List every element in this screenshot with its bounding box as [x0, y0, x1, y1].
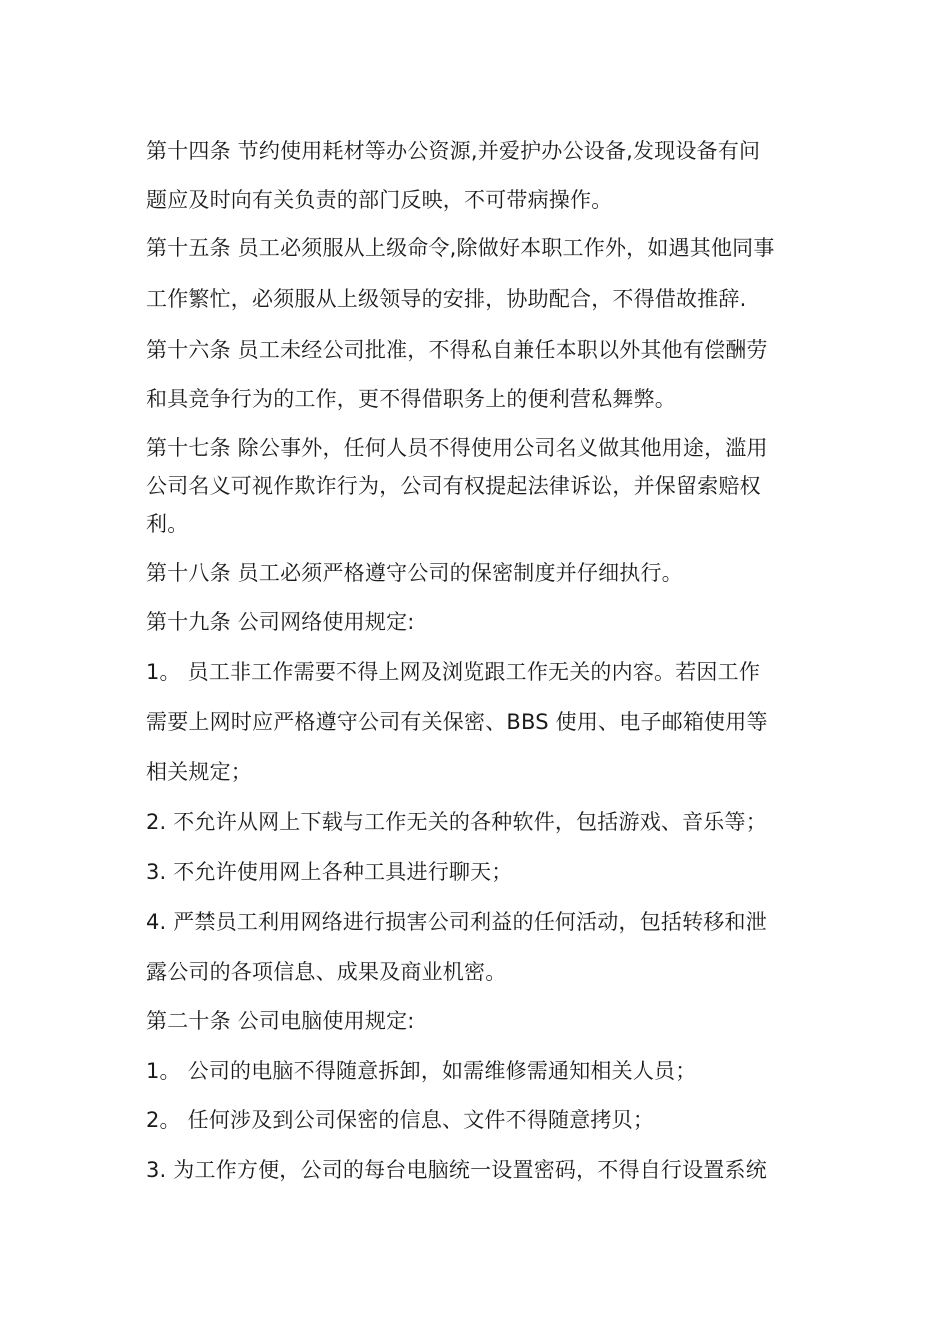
text-line: 第十七条 除公事外，任何人员不得使用公司名义做其他用途，滥用	[146, 436, 768, 460]
text-line: 2。 任何涉及到公司保密的信息、文件不得随意拷贝；	[146, 1108, 655, 1132]
text-line: 2. 不允许从网上下载与工作无关的各种软件，包括游戏、音乐等；	[146, 810, 767, 834]
text-line: 第十八条 员工必须严格遵守公司的保密制度并仔细执行。	[146, 561, 683, 585]
text-line: 第十九条 公司网络使用规定:	[146, 610, 415, 634]
text-line: 第十四条 节约使用耗材等办公资源,并爱护办公设备,发现设备有问	[146, 139, 761, 163]
text-line: 和具竞争行为的工作，更不得借职务上的便利营私舞弊。	[146, 387, 676, 411]
text-line: 第十六条 员工未经公司批准，不得私自兼任本职以外其他有偿酬劳	[146, 338, 768, 362]
text-line: 公司名义可视作欺诈行为，公司有权提起法律诉讼，并保留索赔权	[146, 474, 761, 498]
text-line: 3. 为工作方便，公司的每台电脑统一设置密码，不得自行设置系统	[146, 1158, 767, 1182]
text-line: 露公司的各项信息、成果及商业机密。	[146, 960, 507, 984]
text-line: 相关规定；	[146, 760, 252, 784]
text-line: 3. 不允许使用网上各种工具进行聊天；	[146, 860, 513, 884]
text-line: 题应及时向有关负责的部门反映，不可带病操作。	[146, 188, 613, 212]
text-line: 第二十条 公司电脑使用规定:	[146, 1009, 415, 1033]
text-line: 工作繁忙，必须服从上级领导的安排，协助配合，不得借故推辞.	[146, 287, 747, 311]
text-line: 利。	[146, 512, 189, 536]
text-line: 需要上网时应严格遵守公司有关保密、BBS 使用、电子邮箱使用等	[146, 710, 768, 734]
text-line: 1。 公司的电脑不得随意拆卸，如需维修需通知相关人员；	[146, 1059, 697, 1083]
text-line: 4. 严禁员工利用网络进行损害公司利益的任何活动，包括转移和泄	[146, 910, 767, 934]
text-line: 1。 员工非工作需要不得上网及浏览跟工作无关的内容。若因工作	[146, 660, 761, 684]
text-line: 第十五条 员工必须服从上级命令,除做好本职工作外，如遇其他同事	[146, 236, 775, 260]
